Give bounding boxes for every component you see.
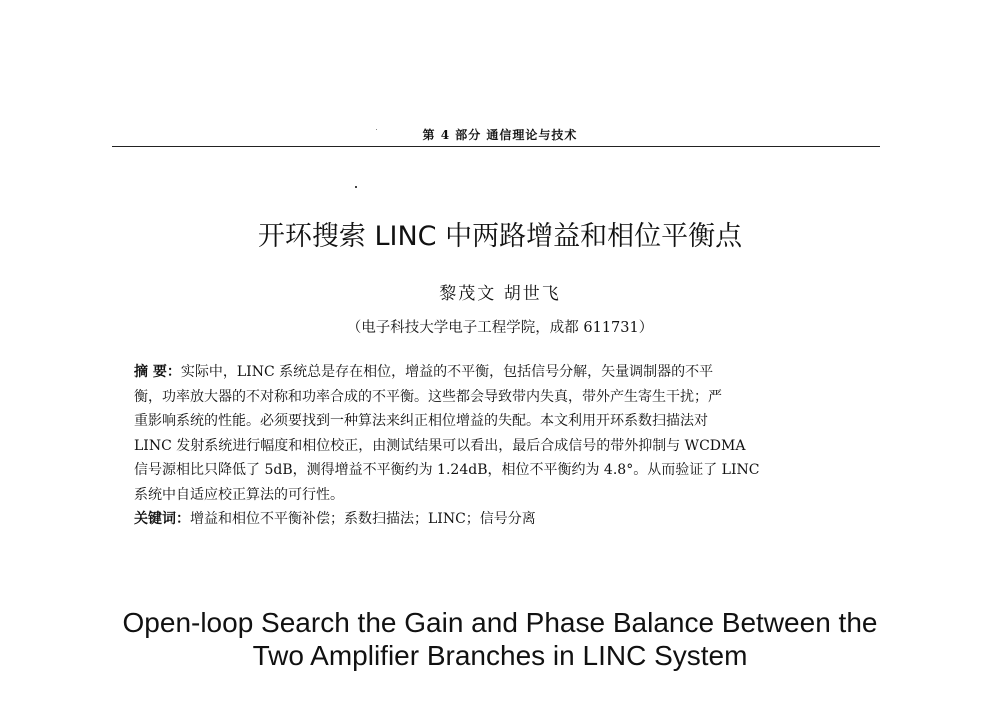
keywords-line: [134, 507, 869, 532]
abstract-label: 摘 要：: [134, 364, 181, 380]
scan-speck: [376, 129, 377, 130]
authors: 黎茂文 胡世飞: [439, 284, 561, 304]
abstract-line: [134, 360, 869, 385]
header-rule: [112, 146, 880, 147]
abstract: [134, 360, 869, 532]
abstract-line: LINC 发射系统进行幅度和相位校正，由测试结果可以看出，最后合成信号的带外抑制与 WCDMA: [134, 437, 746, 454]
abstract-line: 重影响系统的性能。必须要找到一种算法来纠正相位增益的失配。本文利用开环系数扫描法对: [134, 413, 708, 429]
affiliation: （电子科技大学电子工程学院，成都 611731）: [346, 320, 654, 336]
abstract-line: 系统中自适应校正算法的可行性。: [134, 486, 344, 503]
english-title-line: Two Amplifier Branches in LINC System: [252, 640, 748, 671]
keywords-text: 增益和相位不平衡补偿；系数扫描法；LINC；信号分离: [190, 511, 536, 527]
running-header: 第 4 部分 通信理论与技术: [422, 128, 578, 142]
chinese-title: 开环搜索 LINC 中两路增益和相位平衡点: [257, 221, 743, 252]
abstract-line: 信号源相比只降低了 5dB，测得增益不平衡约为 1.24dB，相位不平衡约为 4.8°。从而验证了 LINC: [134, 462, 760, 478]
scan-speck: [355, 186, 357, 188]
abstract-line: 衡，功率放大器的不对称和功率合成的不平衡。这些都会导致带内失真，带外产生寄生干扰；严: [134, 388, 722, 405]
keywords-label: 关键词：: [134, 511, 190, 527]
abstract-text: 实际中，LINC 系统总是存在相位，增益的不平衡，包括信号分解，矢量调制器的不平: [180, 364, 714, 380]
english-title: [0, 606, 1000, 672]
english-title-line: Open-loop Search the Gain and Phase Balance Between the: [122, 607, 878, 638]
